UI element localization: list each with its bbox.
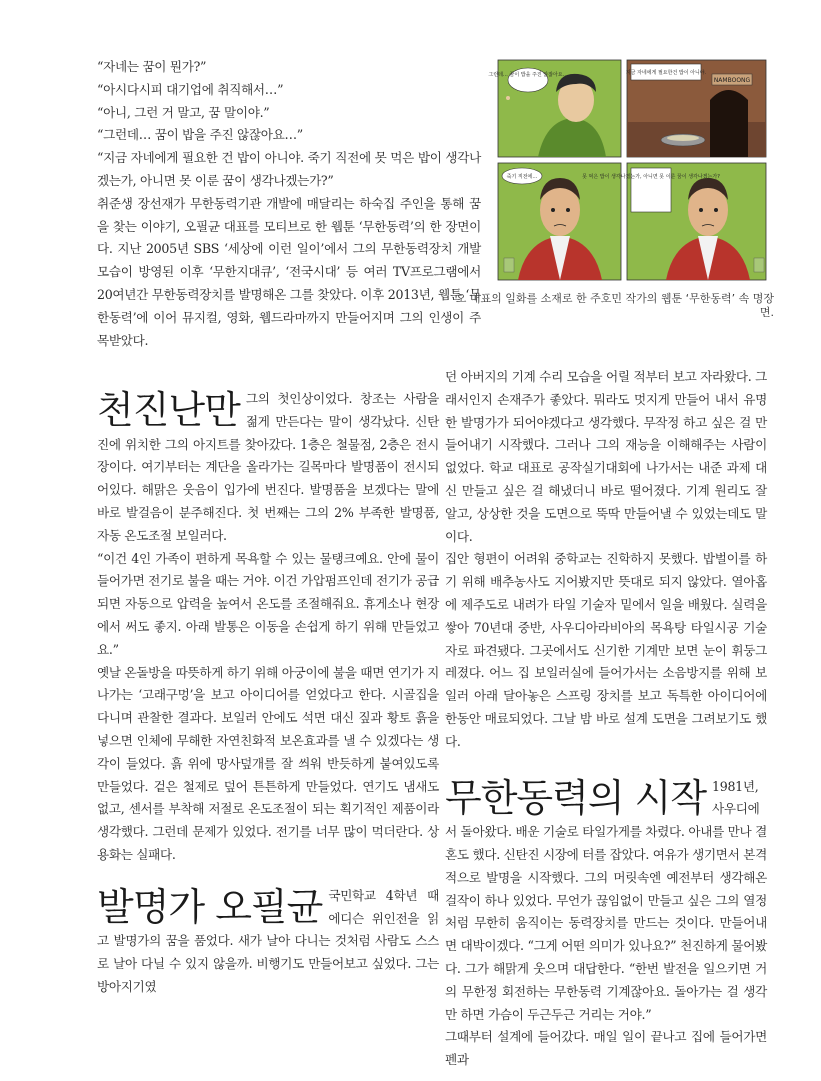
comic-panel-2 bbox=[626, 60, 766, 157]
comic-bubble-4-text: 못 먹은 밥이 생각나겠는가, 아니면 못 이룬 꿈이 생각나겠는가? bbox=[582, 174, 720, 180]
comic-caption: 오 대표의 일화를 소재로 한 주호민 작가의 웹툰 ‘무한동력’ 속 명장면. bbox=[455, 292, 774, 319]
right-paragraph-1: 던 아버지의 기계 수리 모습을 어릴 적부터 보고 자라왔다. 그래서인지 손재주가 좋았다. 뭐라도 멋지게 만들어 내서 유명한 발명가가 되어야겠다고 생각했다. 무작정 하고 싶은 걸 만들어내기 시작했다. 그러나 그의 재능을 이해해주는 사람이 없었다. 학교 대표로 공작실기대회에 나가서는 내준 과제 대신 만들고 싶은 걸 해냈더니 바로 떨어졌다. 기계 원리도 잘 알고, 상상한 것을 도면으로 뚝딱 만들어낼 수 있었는데도 말이다. bbox=[445, 369, 767, 544]
dialogue-line: “지금 자네에게 필요한 건 밥이 아니야. 죽기 직전에 못 먹은 밥이 생각나겠는가, 아니면 못 이룬 꿈이 생각나겠는가?” bbox=[97, 150, 481, 188]
section3-heading: 무한동력의 시작 bbox=[445, 775, 707, 820]
dialogue-line: “아시다시피 대기업에 취직해서…” bbox=[97, 81, 284, 97]
dialogue-line: “그런데… 꿈이 밥을 주진 않잖아요…” bbox=[97, 127, 303, 143]
section3-paragraph-1-text: 1981년, 사우디에서 돌아왔다. 배운 기술로 타일가게를 차렸다. 아내를 만나 결혼도 했다. 신탄진 시장에 터를 잡았다. 여유가 생기면서 본격적으로 발명을 시작했다. 그의 머릿속엔 예전부터 생각해온 걸작이 하나 있었다. 무언가 끊임없이 만들고 싶은 그의 열정처럼 무한히 움직이는 동력장치를 만드는 것이다. 만들어내면 대박이겠다. “그게 어떤 의미가 있나요?” 천진하게 물어봤다. 그가 해맑게 웃으며 대답한다. “한번 발전을 일으키면 거의 무한정 회전하는 무한동력 기계잖아요. 돌아가는 걸 생각만 하면 가슴이 두근두근 거리는 거야.” bbox=[445, 778, 767, 1022]
comic-bubble-3: 죽기 직전에… bbox=[506, 174, 538, 180]
comic-bubble-2: 지금 자네에게 필요한건 밥이 아니야. bbox=[625, 70, 707, 76]
section1-heading: 천진난만 bbox=[97, 388, 240, 432]
section1-paragraph-2: “이건 4인 가족이 편하게 목욕할 수 있는 물탱크예요. 안에 물이 들어가면 전기로 불을 때는 거야. 이건 가압펌프인데 전기가 공급되면 자동으로 압력을 높여서 온도를 조절해줘요. 휴게소나 현장에서 써도 좋지. 아래 발통은 이동을 손쉽게 하기 위해 만들었고요.” bbox=[97, 550, 439, 657]
comic-panel-3 bbox=[498, 163, 621, 280]
section2-heading: 발명가 오필균 bbox=[97, 884, 323, 929]
comic-panel-1 bbox=[488, 60, 621, 157]
dialogue-line: “아니, 그런 거 말고, 꿈 말이야.” bbox=[97, 104, 270, 120]
section2-paragraph-text: 국민학교 4학년 때 에디슨 위인전을 읽고 발명가의 꿈을 품었다. 새가 날아 다니는 것처럼 사람도 스스로 날아 다닐 수 있지 않을까. 비행기도 만들어보고 싶었다. 그는 방아지기였 bbox=[97, 887, 439, 994]
section1-paragraph-1-text: 그의 첫인상이었다. 창조는 사람을 젊게 만든다는 말이 생각났다. 신탄진에 위치한 그의 아지트를 찾아갔다. 1층은 철물점, 2층은 전시장이다. 여기부터는 계단을 올라가는 길목마다 발명품이 전시되어있다. 해맑은 웃음이 입가에 번진다. 발명품을 보겠다는 말에 바로 발걸음이 분주해진다. 첫 번째는 그의 2% 부족한 발명품, 자동 온도조절 보일러다. bbox=[97, 391, 439, 543]
comic-bubble-4 bbox=[582, 173, 720, 180]
section3-paragraph-2: 그때부터 설계에 들어갔다. 매일 일이 끝나고 집에 들어가면 펜과 bbox=[445, 1029, 767, 1068]
webtoon-comic-illustration bbox=[488, 60, 766, 280]
dialogue-line: “자네는 꿈이 뭔가?” bbox=[97, 59, 207, 74]
comic-bubble-1: 그런데… 꿈이 밥을 주진 않잖아요… bbox=[488, 72, 568, 78]
intro-column bbox=[97, 56, 481, 352]
right-column bbox=[445, 366, 767, 1072]
left-column bbox=[97, 388, 439, 999]
right-paragraph-2: 집안 형편이 어려워 중학교는 진학하지 못했다. 밥벌이를 하기 위해 배추농사도 지어봤지만 뜻대로 되지 않았다. 열아홉에 제주도로 내려가 타일 기술자 밑에서 일을 배웠다. 실력을 쌓아 70년대 중반, 사우디아라비아의 목욕탕 타일시공 기술자로 파견됐다. 그곳에서도 신기한 기계만 보면 눈이 휘둥그레졌다. 어느 집 보일러실에 들어가서는 소음방지를 위해 보일러 아래 달아놓은 스프링 장치를 보고 독특한 아이디어에 한동안 매료되었다. 그날 밤 바로 설계 도면을 그려보기도 했다. bbox=[445, 551, 767, 749]
section1-paragraph-3: 옛날 온돌방을 따뜻하게 하기 위해 아궁이에 불을 때면 연기가 지나가는 ‘고래구멍’을 보고 아이디어를 얻었다고 한다. 시골집을 다니며 관찰한 결과다. 보일러 안에도 석면 대신 짚과 황토 흙을 넣으면 인체에 무해한 자연친화적 보온효과를 낼 수 있겠다는 생각이 들었다. 흙 위에 망사덮개를 잘 씌워 반듯하게 붙여있도록 만들었다. 겉은 철제로 덮어 튼튼하게 만들었다. 연기도 냄새도 없고, 센서를 부착해 저절로 온도조절이 되는 획기적인 제품이라 생각했다. 그런데 문제가 있었다. 전기를 너무 많이 먹더란다. 상용화는 실패다. bbox=[97, 664, 439, 862]
section3-paragraph-1 bbox=[445, 776, 767, 1027]
doghouse-sign: NAMBOONG bbox=[713, 77, 751, 84]
section1-paragraph-1 bbox=[97, 388, 439, 548]
intro-paragraph: 취준생 장선재가 무한동력기관 개발에 매달리는 하숙집 주인을 통해 꿈을 찾는 이야기, 오필균 대표를 모티브로 한 웹툰 ‘무한동력’의 한 장면이다. 지난 2005년 SBS ‘세상에 이런 일이’에서 그의 무한동력장치 개발 모습이 방영된 이후 ‘무한지대큐’, ‘전국시대’ 등 여러 TV프로그램에서 20여년간 무한동력장치를 발명해온 그를 찾았다. 이후 2013년, 웹툰 ‘무한동력’에 이어 뮤지컬, 영화, 웹드라마까지 만들어지며 그의 인생이 주목받았다. bbox=[97, 195, 481, 348]
section2-paragraph bbox=[97, 885, 439, 999]
